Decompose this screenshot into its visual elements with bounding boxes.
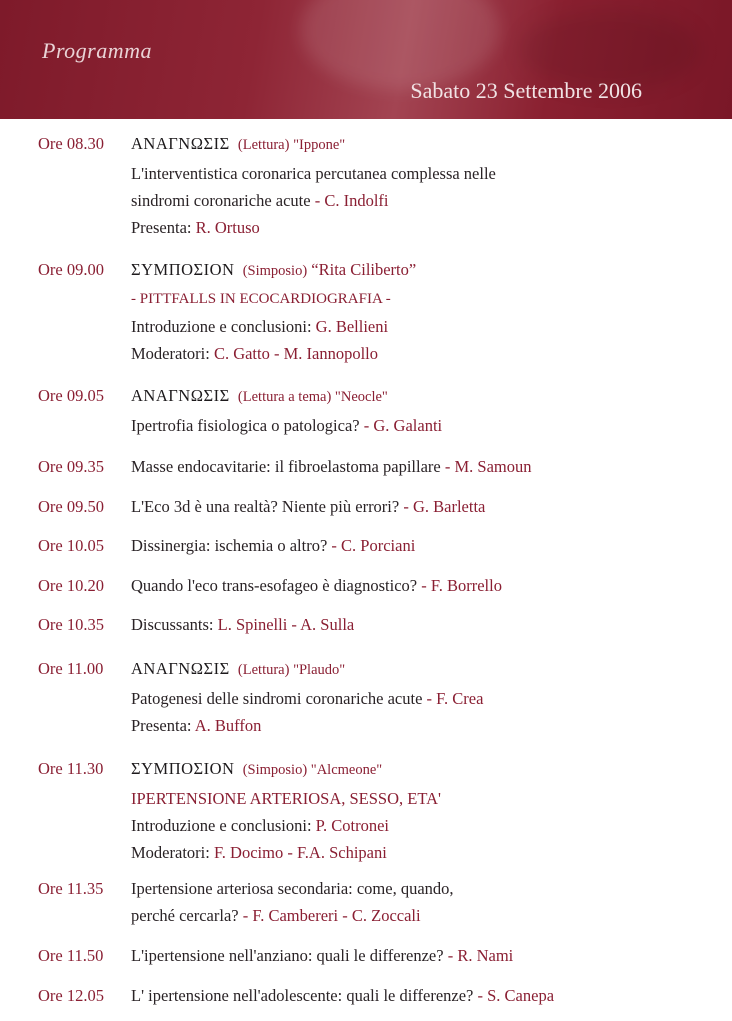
program-date: Sabato 23 Settembre 2006 — [410, 78, 642, 103]
session-note: (Simposio) — [242, 263, 308, 279]
talk-line: Discussants: L. Spinelli - A. Sulla — [131, 615, 355, 634]
talk-line: Quando l'eco trans-esofageo è diagnostico? - F. Borrello — [131, 576, 502, 595]
presenter-line: Presenta: R. Ortuso — [131, 218, 260, 237]
speaker-name: F.A. Schipani — [296, 843, 387, 862]
session-note: (Lettura) "Plaudo" — [237, 662, 346, 678]
speaker-name: M. Iannopollo — [283, 344, 379, 363]
session-type: ΣΥΜΠΟΣΙΟΝ — [131, 260, 235, 279]
speaker-name: G. Galanti — [373, 416, 443, 435]
moderators-line: Moderatori: F. Docimo - F.A. Schipani — [131, 843, 387, 862]
speaker-name: M. Samoun — [454, 457, 532, 476]
program-title: Programma — [42, 38, 153, 63]
speaker-name: G. Barletta — [412, 497, 486, 516]
talk-line: Masse endocavitarie: il fibroelastoma papillare - M. Samoun — [131, 457, 532, 476]
entry-time: Ore 11.50 — [38, 946, 104, 965]
speaker-name: R. Nami — [457, 946, 514, 965]
talk-title-cont: perché cercarla? - F. Cambereri - C. Zoccali — [131, 906, 421, 925]
presenter-line: Presenta: A. Buffon — [131, 716, 262, 735]
symposium-topic: IPERTENSIONE ARTERIOSA, SESSO, ETA' — [131, 789, 441, 808]
entry-time: Ore 09.00 — [38, 260, 104, 279]
talk-line: L'Eco 3d è una realtà? Niente più errori? - G. Barletta — [131, 497, 486, 516]
speaker-name: C. Porciani — [341, 536, 416, 555]
header-banner — [0, 0, 732, 119]
entry-time: Ore 09.50 — [38, 497, 104, 516]
talk-title: L'interventistica coronarica percutanea complessa nelle — [131, 164, 496, 183]
intro-line: Introduzione e conclusioni: G. Bellieni — [131, 317, 389, 336]
speaker-name: F. Cambereri — [252, 906, 339, 925]
talk-line: L' ipertensione nell'adolescente: quali le differenze? - S. Canepa — [131, 986, 555, 1005]
presenter-name: A. Buffon — [194, 716, 262, 735]
talk-title-cont: sindromi coronariche acute - C. Indolfi — [131, 191, 389, 210]
entry-heading — [131, 134, 345, 154]
talk-line: Dissinergia: ischemia o altro? - C. Porciani — [131, 536, 416, 555]
session-note: (Lettura) "Ippone" — [237, 137, 346, 153]
speaker-name: G. Bellieni — [315, 317, 389, 336]
entry-heading — [131, 759, 382, 779]
presenter-name: R. Ortuso — [195, 218, 260, 237]
speaker-name: F. Docimo — [213, 843, 284, 862]
symposium-topic: - PITTFALLS IN ECOCARDIOGRAFIA - — [131, 291, 391, 307]
talk-line: L'ipertensione nell'anziano: quali le differenze? - R. Nami — [131, 946, 514, 965]
talk-title: Ipertensione arteriosa secondaria: come, quando, — [131, 879, 454, 898]
entry-time: Ore 12.05 — [38, 986, 104, 1005]
session-note: (Lettura a tema) "Neocle" — [237, 389, 388, 405]
talk-line: Ipertrofia fisiologica o patologica? - G. Galanti — [131, 416, 443, 435]
entry-heading — [131, 260, 416, 280]
talk-line: Patogenesi delle sindromi coronariche acute - F. Crea — [131, 689, 484, 708]
speaker-name: F. Borrello — [430, 576, 502, 595]
entry-time: Ore 11.30 — [38, 759, 104, 778]
session-type: ΣΥΜΠΟΣΙΟΝ — [131, 759, 235, 778]
entry-time: Ore 10.35 — [38, 615, 104, 634]
entry-heading — [131, 386, 388, 406]
entry-time: Ore 09.35 — [38, 457, 104, 476]
session-note: (Simposio) "Alcmeone" — [242, 762, 383, 778]
session-type: ΑΝΑΓΝΩΣΙΣ — [131, 659, 230, 678]
entry-time: Ore 10.20 — [38, 576, 104, 595]
speaker-name: P. Cotronei — [315, 816, 390, 835]
speaker-name: L. Spinelli — [217, 615, 288, 634]
entry-time: Ore 10.05 — [38, 536, 104, 555]
session-type: ΑΝΑΓΝΩΣΙΣ — [131, 386, 230, 405]
speaker-name: S. Canepa — [487, 986, 555, 1005]
session-type: ΑΝΑΓΝΩΣΙΣ — [131, 134, 230, 153]
entry-time: Ore 11.35 — [38, 879, 104, 898]
speaker-name: A. Sulla — [300, 615, 355, 634]
speaker-name: C. Indolfi — [324, 191, 389, 210]
speaker-name: F. Crea — [436, 689, 484, 708]
speaker-name: C. Zoccali — [351, 906, 421, 925]
session-name: “Rita Ciliberto” — [311, 260, 417, 279]
intro-line: Introduzione e conclusioni: P. Cotronei — [131, 816, 390, 835]
moderators-line: Moderatori: C. Gatto - M. Iannopollo — [131, 344, 379, 363]
entry-heading — [131, 659, 345, 679]
entry-time: Ore 11.00 — [38, 659, 104, 678]
banner-texture — [300, 0, 500, 90]
entry-time: Ore 09.05 — [38, 386, 104, 405]
entry-time: Ore 08.30 — [38, 134, 104, 153]
speaker-name: C. Gatto — [213, 344, 270, 363]
